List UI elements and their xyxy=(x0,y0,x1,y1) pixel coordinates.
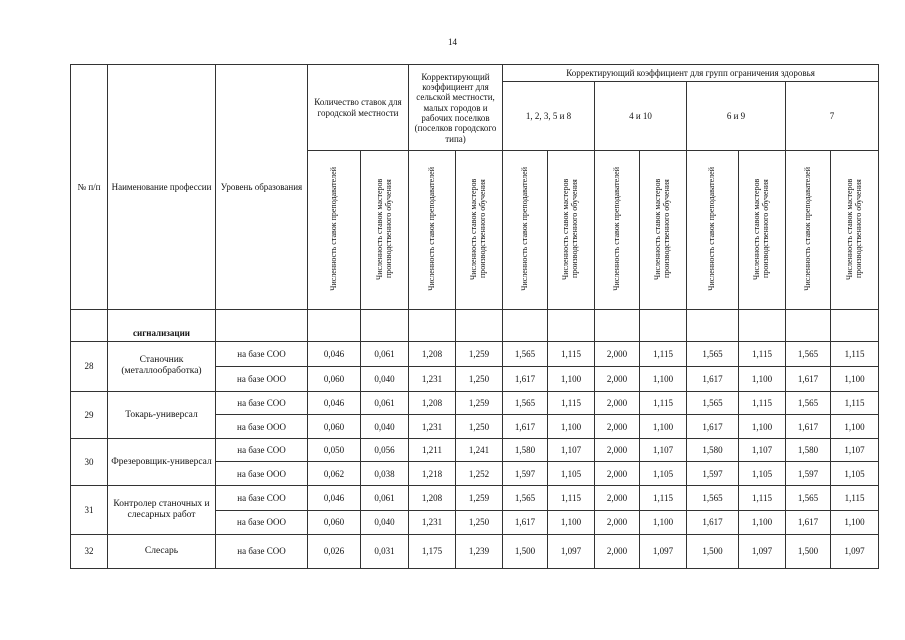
header-profession: Наименование профессии xyxy=(108,65,216,310)
table-row xyxy=(71,534,879,568)
header-col-label: Численность ставок преподавателей xyxy=(707,166,717,291)
header-education: Уровень образования xyxy=(216,65,308,310)
header-health: Корректирующий коэффициент для групп ограничения здоровья xyxy=(503,65,879,82)
value-cell: 1,565 xyxy=(687,341,739,366)
header-col-masters xyxy=(548,151,595,309)
value-cell: 2,000 xyxy=(595,486,640,510)
header-col-label: Численность ставок преподавателей xyxy=(426,166,436,291)
value-cell: 2,000 xyxy=(595,415,640,439)
value-cell: 2,000 xyxy=(595,341,640,366)
value-cell: 1,097 xyxy=(640,534,687,568)
value-cell: 0,056 xyxy=(361,439,409,462)
value-cell: 1,100 xyxy=(739,510,786,534)
value-cell: 1,259 xyxy=(456,486,503,510)
value-cell: 1,565 xyxy=(786,392,831,415)
row-number: 29 xyxy=(71,392,108,439)
profession-name: Токарь-универсал xyxy=(108,392,216,439)
value-cell: 0,050 xyxy=(308,439,361,462)
value-cell: 1,580 xyxy=(786,439,831,462)
value-cell: 1,115 xyxy=(640,486,687,510)
carry-empty xyxy=(503,309,548,341)
value-cell: 1,259 xyxy=(456,392,503,415)
header-col-label: Численность ставок преподавателей xyxy=(802,166,812,291)
value-cell: 1,597 xyxy=(786,462,831,486)
value-cell: 1,107 xyxy=(640,439,687,462)
value-cell: 1,617 xyxy=(687,415,739,439)
value-cell: 1,565 xyxy=(503,486,548,510)
carry-empty xyxy=(640,309,687,341)
page-number: 14 xyxy=(448,37,457,47)
education-level: на базе ООО xyxy=(216,366,308,391)
header-col-masters xyxy=(456,151,503,309)
header-col-teachers xyxy=(503,151,548,309)
value-cell: 1,580 xyxy=(503,439,548,462)
value-cell: 1,252 xyxy=(456,462,503,486)
value-cell: 2,000 xyxy=(595,534,640,568)
value-cell: 1,211 xyxy=(409,439,456,462)
value-cell: 1,115 xyxy=(548,392,595,415)
education-level: на базе СОО xyxy=(216,486,308,510)
value-cell: 1,597 xyxy=(503,462,548,486)
education-level: на базе ООО xyxy=(216,510,308,534)
header-col-masters xyxy=(361,151,409,309)
header-col-label: Численность ставок преподавателей xyxy=(611,166,621,291)
value-cell: 0,026 xyxy=(308,534,361,568)
value-cell: 0,060 xyxy=(308,510,361,534)
value-cell: 1,115 xyxy=(640,341,687,366)
value-cell: 1,115 xyxy=(548,341,595,366)
value-cell: 1,100 xyxy=(739,415,786,439)
value-cell: 0,060 xyxy=(308,366,361,391)
value-cell: 1,597 xyxy=(687,462,739,486)
value-cell: 1,100 xyxy=(640,415,687,439)
value-cell: 1,100 xyxy=(831,510,879,534)
value-cell: 1,500 xyxy=(503,534,548,568)
value-cell: 1,565 xyxy=(687,486,739,510)
value-cell: 1,107 xyxy=(739,439,786,462)
profession-name: Фрезеровщик-универсал xyxy=(108,439,216,486)
carry-text: сигнализации xyxy=(108,309,216,341)
header-col-label: Численность ставок мастеров производственного обучения xyxy=(561,178,579,280)
value-cell: 2,000 xyxy=(595,510,640,534)
header-health-sub-2: 4 и 10 xyxy=(595,82,687,151)
value-cell: 1,107 xyxy=(831,439,879,462)
value-cell: 1,208 xyxy=(409,341,456,366)
value-cell: 1,115 xyxy=(831,341,879,366)
value-cell: 0,060 xyxy=(308,415,361,439)
value-cell: 0,046 xyxy=(308,392,361,415)
carry-empty xyxy=(409,309,456,341)
header-urban: Количество ставок для городской местности xyxy=(308,65,409,151)
value-cell: 1,617 xyxy=(687,510,739,534)
row-number: 32 xyxy=(71,534,108,568)
value-cell: 1,097 xyxy=(739,534,786,568)
carry-empty xyxy=(595,309,640,341)
row-number: 30 xyxy=(71,439,108,486)
education-level: на базе СОО xyxy=(216,439,308,462)
value-cell: 1,100 xyxy=(548,510,595,534)
value-cell: 2,000 xyxy=(595,439,640,462)
header-col-teachers xyxy=(595,151,640,309)
value-cell: 1,580 xyxy=(687,439,739,462)
value-cell: 1,105 xyxy=(739,462,786,486)
value-cell: 1,231 xyxy=(409,366,456,391)
value-cell: 1,565 xyxy=(503,341,548,366)
value-cell: 1,617 xyxy=(786,366,831,391)
profession-name: Слесарь xyxy=(108,534,216,568)
education-level: на базе ООО xyxy=(216,415,308,439)
carry-empty xyxy=(456,309,503,341)
header-rural: Корректирующий коэффициент для сельской местности, малых городов и рабочих поселков (поселков городского типа) xyxy=(409,65,503,151)
header-col-teachers xyxy=(409,151,456,309)
value-cell: 0,038 xyxy=(361,462,409,486)
value-cell: 1,208 xyxy=(409,486,456,510)
value-cell: 1,250 xyxy=(456,366,503,391)
profession-name: Станочник (металлообработка) xyxy=(108,341,216,391)
value-cell: 0,046 xyxy=(308,341,361,366)
table-row xyxy=(71,486,879,510)
value-cell: 1,175 xyxy=(409,534,456,568)
header-col-masters xyxy=(831,151,879,309)
header-col-label: Численность ставок мастеров производственного обучения xyxy=(469,178,487,280)
value-cell: 1,500 xyxy=(786,534,831,568)
carry-empty xyxy=(361,309,409,341)
value-cell: 1,115 xyxy=(831,392,879,415)
value-cell: 1,115 xyxy=(548,486,595,510)
value-cell: 1,105 xyxy=(548,462,595,486)
value-cell: 1,250 xyxy=(456,415,503,439)
value-cell: 1,100 xyxy=(640,510,687,534)
value-cell: 1,097 xyxy=(831,534,879,568)
value-cell: 1,115 xyxy=(739,392,786,415)
carry-empty xyxy=(548,309,595,341)
education-level: на базе ООО xyxy=(216,462,308,486)
carry-empty xyxy=(739,309,786,341)
header-col-label: Численность ставок мастеров производственного обучения xyxy=(374,178,393,280)
value-cell: 1,231 xyxy=(409,415,456,439)
carry-empty xyxy=(216,309,308,341)
value-cell: 1,617 xyxy=(503,366,548,391)
header-num: № п/п xyxy=(71,65,108,310)
header-health-sub-4: 7 xyxy=(786,82,879,151)
value-cell: 1,208 xyxy=(409,392,456,415)
carry-empty xyxy=(687,309,739,341)
value-cell: 1,115 xyxy=(831,486,879,510)
value-cell: 1,105 xyxy=(640,462,687,486)
value-cell: 1,100 xyxy=(548,366,595,391)
profession-name: Контролер станочных и слесарных работ xyxy=(108,486,216,534)
value-cell: 0,061 xyxy=(361,392,409,415)
header-health-sub-3: 6 и 9 xyxy=(687,82,786,151)
header-col-label: Численность ставок преподавателей xyxy=(519,166,529,291)
education-level: на базе СОО xyxy=(216,392,308,415)
header-col-label: Численность ставок мастеров производственного обучения xyxy=(844,178,863,280)
value-cell: 1,115 xyxy=(739,486,786,510)
value-cell: 1,107 xyxy=(548,439,595,462)
header-col-teachers xyxy=(786,151,831,309)
value-cell: 0,040 xyxy=(361,415,409,439)
value-cell: 0,061 xyxy=(361,341,409,366)
row-number: 28 xyxy=(71,341,108,391)
value-cell: 1,565 xyxy=(786,486,831,510)
table-row xyxy=(71,392,879,415)
header-col-label: Численность ставок мастеров производственного обучения xyxy=(752,178,770,280)
table-row xyxy=(71,341,879,366)
value-cell: 0,040 xyxy=(361,366,409,391)
value-cell: 1,500 xyxy=(687,534,739,568)
value-cell: 2,000 xyxy=(595,462,640,486)
value-cell: 1,100 xyxy=(831,366,879,391)
carry-empty xyxy=(786,309,831,341)
value-cell: 1,239 xyxy=(456,534,503,568)
value-cell: 0,040 xyxy=(361,510,409,534)
value-cell: 0,061 xyxy=(361,486,409,510)
education-level: на базе СОО xyxy=(216,534,308,568)
header-col-masters xyxy=(640,151,687,309)
value-cell: 1,259 xyxy=(456,341,503,366)
value-cell: 1,565 xyxy=(687,392,739,415)
value-cell: 1,105 xyxy=(831,462,879,486)
value-cell: 1,100 xyxy=(831,415,879,439)
education-level: на базе СОО xyxy=(216,341,308,366)
value-cell: 0,031 xyxy=(361,534,409,568)
header-col-teachers xyxy=(308,151,361,309)
staffing-norms-table xyxy=(70,64,879,569)
value-cell: 1,617 xyxy=(687,366,739,391)
value-cell: 1,241 xyxy=(456,439,503,462)
value-cell: 1,617 xyxy=(786,415,831,439)
value-cell: 1,100 xyxy=(548,415,595,439)
value-cell: 1,565 xyxy=(786,341,831,366)
header-col-teachers xyxy=(687,151,739,309)
header-col-masters xyxy=(739,151,786,309)
value-cell: 1,115 xyxy=(640,392,687,415)
header-health-sub-1: 1, 2, 3, 5 и 8 xyxy=(503,82,595,151)
row-number: 31 xyxy=(71,486,108,534)
carry-empty xyxy=(71,309,108,341)
value-cell: 1,617 xyxy=(503,415,548,439)
carry-empty xyxy=(308,309,361,341)
value-cell: 1,617 xyxy=(786,510,831,534)
value-cell: 1,565 xyxy=(503,392,548,415)
value-cell: 2,000 xyxy=(595,366,640,391)
value-cell: 2,000 xyxy=(595,392,640,415)
value-cell: 1,100 xyxy=(640,366,687,391)
value-cell: 1,231 xyxy=(409,510,456,534)
value-cell: 1,100 xyxy=(739,366,786,391)
value-cell: 1,218 xyxy=(409,462,456,486)
header-col-label: Численность ставок мастеров производственного обучения xyxy=(653,178,671,280)
value-cell: 0,046 xyxy=(308,486,361,510)
table-row xyxy=(71,439,879,462)
value-cell: 1,097 xyxy=(548,534,595,568)
value-cell: 0,062 xyxy=(308,462,361,486)
value-cell: 1,617 xyxy=(503,510,548,534)
value-cell: 1,115 xyxy=(739,341,786,366)
header-col-label: Численность ставок преподавателей xyxy=(328,166,338,291)
value-cell: 1,250 xyxy=(456,510,503,534)
carry-empty xyxy=(831,309,879,341)
